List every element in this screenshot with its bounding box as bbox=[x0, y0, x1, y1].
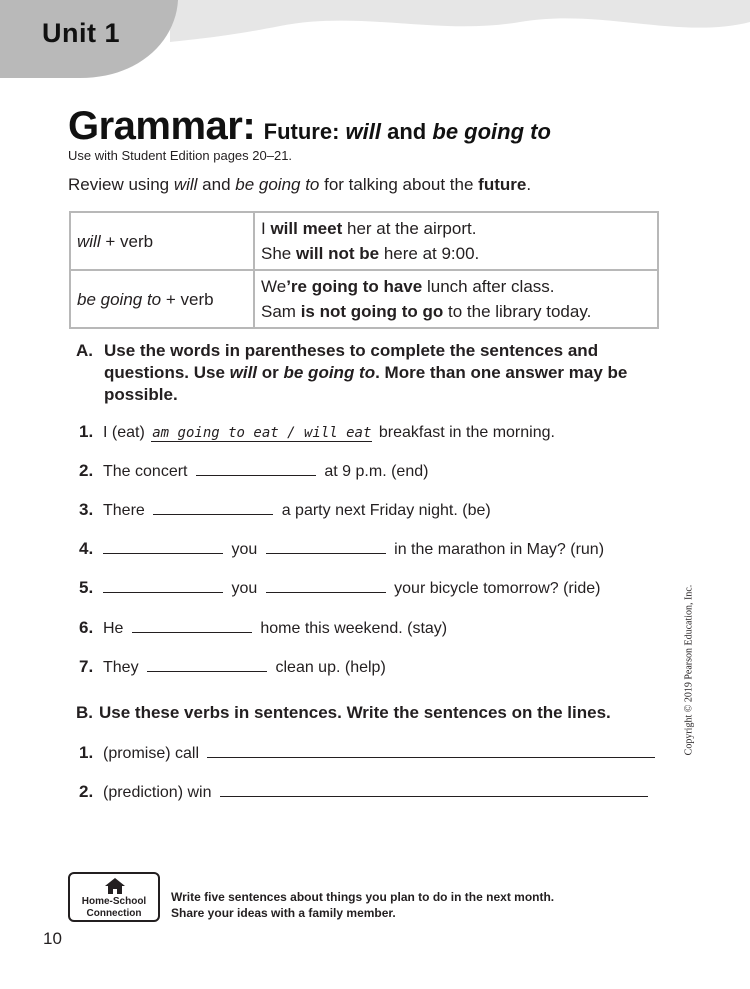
exercise-item-a6: 6. He home this weekend. (stay) bbox=[79, 618, 448, 637]
review-instruction: Review using will and be going to for talking about the future. bbox=[68, 175, 532, 194]
table-example-cell: I will meet her at the airport. She will not be here at 9:00. bbox=[254, 212, 658, 270]
home-school-connection-badge: Home-School Connection bbox=[68, 872, 160, 922]
title-sub: Future: will and be going to bbox=[263, 119, 551, 144]
house-icon bbox=[104, 877, 126, 895]
exercise-item-a1: 1. I (eat) am going to eat / will eat breakfast in the morning. bbox=[79, 422, 555, 441]
answer-line[interactable] bbox=[220, 783, 648, 797]
unit-label: Unit 1 bbox=[42, 18, 121, 48]
home-school-prompt: Write five sentences about things you plan to do in the next month. Share your ideas with a family member. bbox=[171, 890, 555, 920]
exercise-item-a2: 2. The concert at 9 p.m. (end) bbox=[79, 461, 429, 480]
student-edition-note: Use with Student Edition pages 20–21. bbox=[68, 148, 293, 163]
answer-blank[interactable] bbox=[132, 619, 252, 633]
table-example-cell: We’re going to have lunch after class. Sam is not going to go to the library today. bbox=[254, 270, 658, 328]
answer-blank[interactable] bbox=[103, 540, 223, 554]
table-label-cell: be going to + verb bbox=[70, 270, 254, 328]
sample-answer: am going to eat / will eat bbox=[152, 425, 372, 441]
page-title bbox=[68, 104, 551, 149]
answer-blank[interactable] bbox=[103, 579, 223, 593]
answer-blank[interactable] bbox=[196, 462, 316, 476]
table-row bbox=[70, 212, 658, 270]
answer-blank[interactable] bbox=[266, 579, 386, 593]
answer-blank[interactable] bbox=[266, 540, 386, 554]
grammar-table bbox=[69, 211, 659, 329]
exercise-item-b1: 1. (promise) call bbox=[79, 743, 655, 763]
table-row bbox=[70, 270, 658, 328]
table-label-cell: will + verb bbox=[70, 212, 254, 270]
answer-blank[interactable] bbox=[153, 501, 273, 515]
page-number: 10 bbox=[43, 929, 62, 948]
exercise-item-a7: 7. They clean up. (help) bbox=[79, 657, 386, 676]
exercise-item-a3: 3. There a party next Friday night. (be) bbox=[79, 500, 491, 519]
section-b-instructions: B. Use these verbs in sentences. Write the sentences on the lines. bbox=[76, 703, 611, 722]
title-main: Grammar: bbox=[68, 104, 256, 148]
answer-line[interactable] bbox=[207, 744, 655, 758]
section-a-instructions: A. Use the words in parentheses to complete the sentences and questions. Use will or be going to. More than one answer may be possible. bbox=[76, 341, 628, 404]
answer-blank[interactable] bbox=[147, 658, 267, 672]
exercise-item-a4: 4. you in the marathon in May? (run) bbox=[79, 539, 605, 558]
copyright-note: Copyright © 2019 Pearson Education, Inc. bbox=[683, 584, 695, 756]
exercise-item-b2: 2. (prediction) win bbox=[79, 782, 648, 802]
exercise-item-a5: 5. you your bicycle tomorrow? (ride) bbox=[79, 578, 601, 597]
